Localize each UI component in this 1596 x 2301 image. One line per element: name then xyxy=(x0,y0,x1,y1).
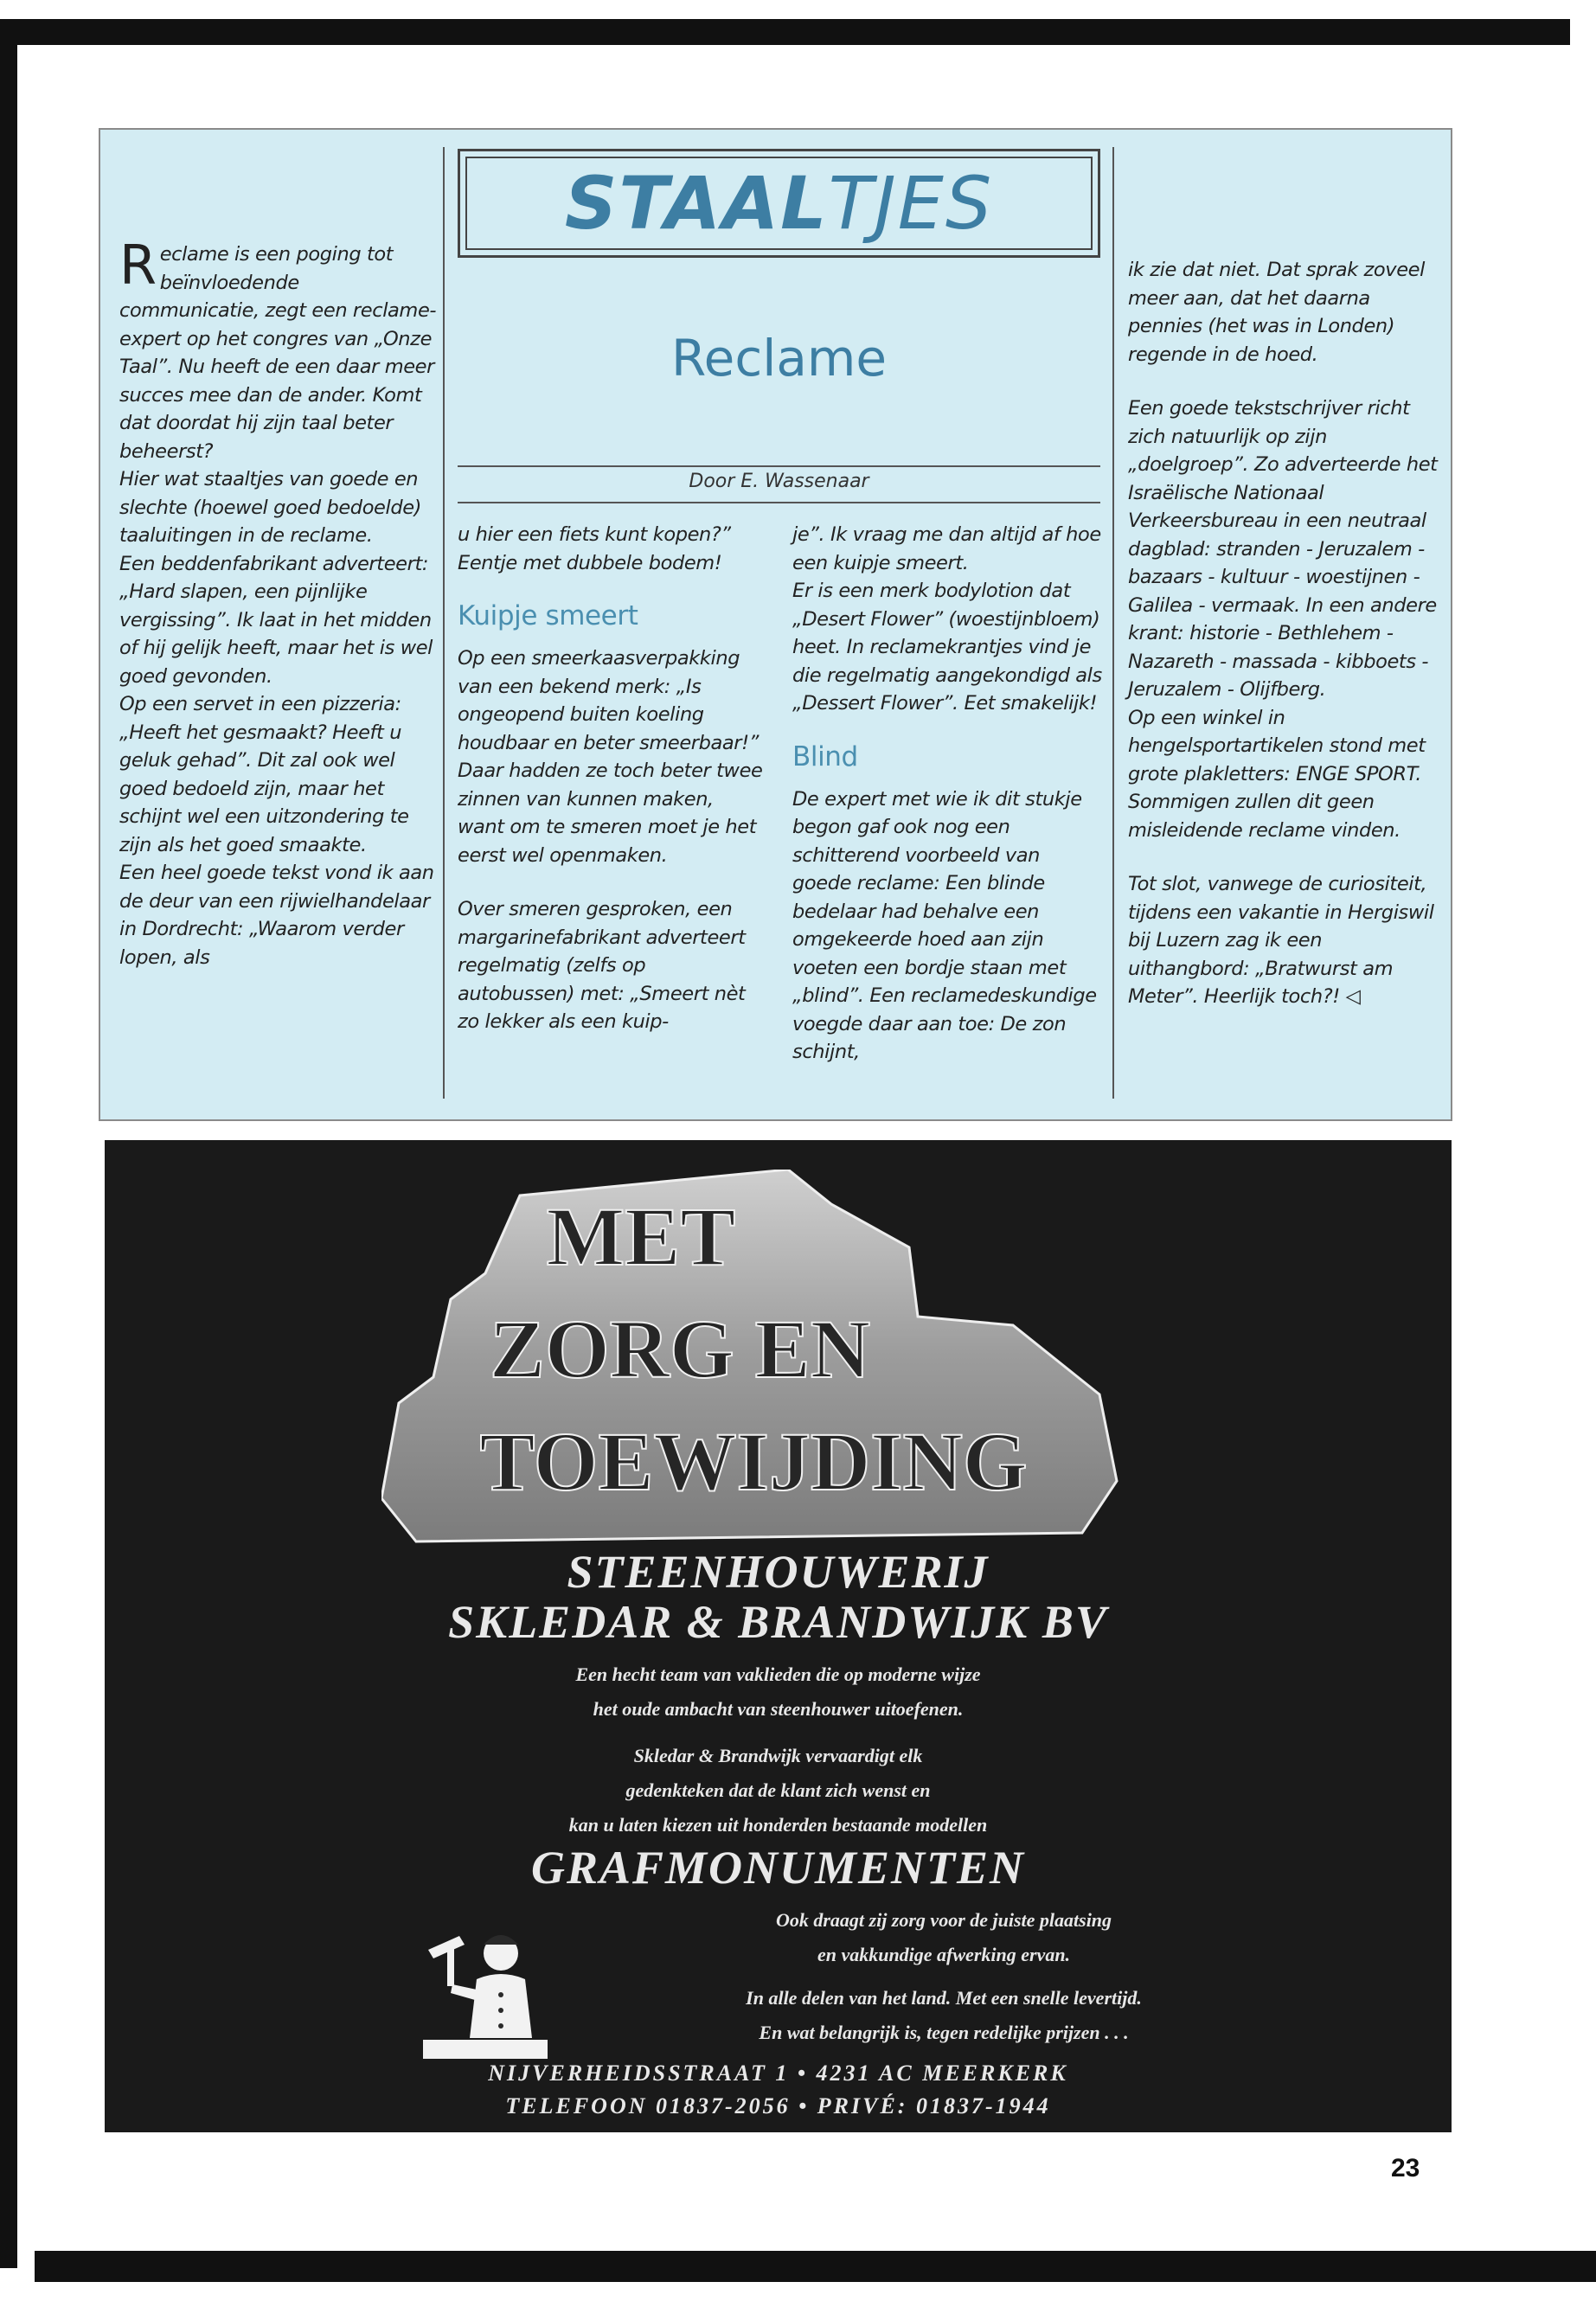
column-title: STAAL TJES xyxy=(465,157,1093,250)
article-column-4 xyxy=(1128,256,1438,1011)
paragraph: Op een smeerkaasverpakking van een bekend merk: „Is ongeopend buiten koeling houdbaar en beter smeerbaar!” Daar hadden ze toch beter twee zinnen van kunnen maken, want om te smeren moet je het eerst wel openmaken. xyxy=(458,647,763,867)
paragraph: Op een servet in een pizzeria: „Heeft het gesmaakt? Heeft u geluk gehad”. Dit zal ook wel goed bedoeld zijn, maar het schijnt wel een uitzondering te zijn als het goed smaakte. xyxy=(119,693,409,856)
ad-text-line: en vakkundige afwerking ervan. xyxy=(817,1944,1071,1965)
ad-product: GRAFMONUMENTEN xyxy=(530,1842,1026,1894)
paragraph: Een heel goede tekst vond ik aan de deur van een rijwielhandelaar in Dordrecht: „Waarom verder lopen, als xyxy=(119,862,434,969)
paragraph: u hier een fiets kunt kopen?” Eentje met dubbele bodem! xyxy=(458,523,731,574)
ad-text-line: het oude ambacht van steenhouwer uitoefenen. xyxy=(593,1698,964,1720)
paragraph: Een goede tekstschrijver richt zich natuurlijk op zijn „doelgroep”. Zo adverteerde het Israëlische Nationaal Verkeersbureau in een neutraal dagblad: stranden - Jeruzalem - bazaars - kultuur - woestijnen - Galilea - vermaak. In een andere krant: historie - Bethlehem - Nazareth - massada - kibboets - Jeruzalem - Olijfberg. xyxy=(1128,397,1438,701)
subheading: Kuipje smeert xyxy=(458,600,638,631)
drop-cap: R xyxy=(119,234,157,297)
ad-body xyxy=(105,1739,1452,1843)
ad-service-text xyxy=(554,1981,1333,2050)
paragraph: Hier wat staaltjes van goede en slechte (hoewel goed bedoelde) taaluitingen in de reclame. xyxy=(119,468,422,547)
paragraph: Een beddenfabrikant adverteert: „Hard slapen, een pijnlijke vergissing”. Ik laat in het midden of hij gelijk heeft, maar het is wel goed gevonden. xyxy=(119,552,433,688)
column-rule xyxy=(1112,147,1114,1099)
stonemason-illustration xyxy=(416,1900,554,2064)
paragraph: De expert met wie ik dit stukje begon gaf ook nog een schitterend voorbeeld van goede reclame: Een blinde bedelaar had behalve een omgekeerde hoed aan zijn voeten een bordje staan met „blind”. Een reclamedeskundige voegde daar aan toe: De zon schijnt, xyxy=(792,787,1097,1063)
ad-text-line: Ook draagt zij zorg voor de juiste plaatsing xyxy=(775,1909,1112,1931)
ad-text-line: kan u laten kiezen uit honderden bestaande modellen xyxy=(568,1814,988,1836)
ad-text-line: Een hecht team van vaklieden die op moderne wijze xyxy=(575,1663,981,1685)
stone-text-zorg-en: ZORG EN xyxy=(489,1303,871,1395)
left-border-bar xyxy=(0,19,17,2268)
article-column-2 xyxy=(458,521,765,1036)
ad-address: NIJVERHEIDSSTRAAT 1 • 4231 AC MEERKERK xyxy=(488,2061,1068,2086)
ad-care-text xyxy=(554,1903,1333,1972)
page-number: 23 xyxy=(1391,2154,1420,2182)
paragraph: eclame is een poging tot beïnvloedende communicatie, zegt een reclame-expert op het congres van „Onze Taal”. Nu heeft de een daar meer succes mee dan de ander. Komt dat doordat hij zijn taal beter beheerst? xyxy=(119,243,437,463)
byline: Door E. Wassenaar xyxy=(689,471,869,492)
ad-intro xyxy=(105,1657,1452,1727)
top-border-bar xyxy=(0,19,1570,45)
paragraph: Tot slot, vanwege de curiositeit, tijdens een vakantie in Hergiswil bij Luzern zag ik een uithangbord: „Bratwurst am Meter”. Heerlijk toch?! ◁ xyxy=(1128,873,1434,1008)
column-rule xyxy=(443,147,445,1099)
paragraph: Er is een merk bodylotion dat „Desert Flower” (woestijnbloem) heet. In reclamekrantjes vind je die regelmatig aangekondigd als „Dessert Flower”. Eet smakelijk! xyxy=(792,580,1102,715)
bottom-border-bar xyxy=(35,2251,1596,2282)
divider xyxy=(458,465,1100,467)
article-column-1 xyxy=(119,234,439,971)
subheading: Blind xyxy=(792,740,858,772)
paragraph: Over smeren gesproken, een margarinefabrikant adverteert regelmatig (zelfs op autobussen) met: „Smeert nèt zo lekker als een kuip- xyxy=(458,898,746,1033)
stone-text-met: MET xyxy=(546,1190,736,1283)
ad-text-line: gedenkteken dat de klant zich wenst en xyxy=(625,1779,931,1801)
article-column-3 xyxy=(792,521,1104,1067)
column-title-box xyxy=(458,149,1100,258)
engraved-stone xyxy=(381,1170,1121,1550)
ad-text-line: In alle delen van het land. Met een snelle levertijd. xyxy=(746,1987,1142,2009)
advertisement xyxy=(105,1140,1452,2132)
ad-company-line-2: SKLEDAR & BRANDWIJK BV xyxy=(448,1596,1108,1648)
paragraph: ik zie dat niet. Dat sprak zoveel meer aan, dat het daarna pennies (het was in Londen) regende in de hoed. xyxy=(1128,259,1425,366)
stone-text-toewijding: TOEWIJDING xyxy=(479,1415,1028,1508)
ad-company-line-1: STEENHOUWERIJ xyxy=(567,1546,990,1598)
ad-text-line: Skledar & Brandwijk vervaardigt elk xyxy=(633,1745,923,1766)
ad-text-line: En wat belangrijk is, tegen redelijke prijzen . . . xyxy=(759,2022,1129,2043)
paragraph: je”. Ik vraag me dan altijd af hoe een kuipje smeert. xyxy=(792,523,1101,574)
ad-phone: TELEFOON 01837-2056 • PRIVÉ: 01837-1944 xyxy=(505,2093,1051,2118)
article-subject: Reclame xyxy=(670,329,888,388)
paragraph: Op een winkel in hengelsportartikelen stond met grote plakletters: ENGE SPORT. Sommigen zullen dit geen misleidende reclame vinden. xyxy=(1128,706,1426,842)
divider xyxy=(458,502,1100,503)
staaltjes-article xyxy=(99,128,1452,1121)
